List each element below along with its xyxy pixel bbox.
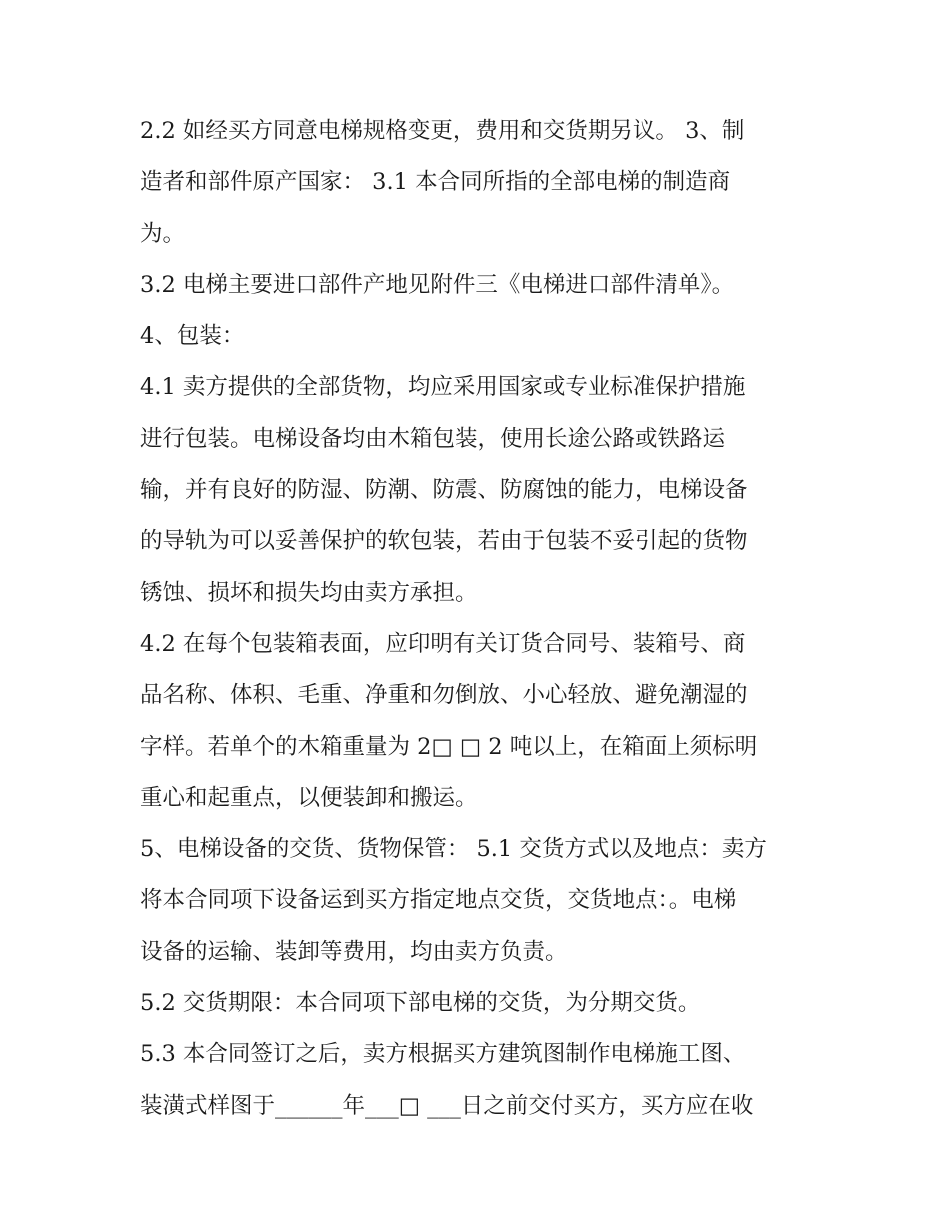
text-line: 设备的运输、装卸等费用，均由卖方负责。 [140,938,568,965]
text-line: 锈蚀、损坏和损失均由卖方承担。 [140,579,478,606]
text-line: 2.2 如经买方同意电梯规格变更，费用和交货期另议。 3、制 [140,118,745,144]
text-line: 字样。若单个的木箱重量为 2□ □ 2 吨以上，在箱面上须标明 [140,733,758,760]
text-line: 为。 [140,220,186,247]
text-line: 的导轨为可以妥善保护的软包装，若由于包装不妥引起的货物 [140,528,748,555]
text-line: 进行包装。电梯设备均由木箱包装，使用长途公路或铁路运 [140,425,726,452]
contract-text [140,106,830,1132]
text-line: 将本合同项下设备运到买方指定地点交货，交货地点：。电梯 [140,887,737,914]
text-line: 造者和部件原产国家： 3.1 本合同所指的全部电梯的制造商 [140,169,731,196]
text-line: 5.3 本合同签订之后，卖方根据买方建筑图制作电梯施工图、 [140,1041,746,1068]
text-line: 重心和起重点，以便装卸和搬运。 [140,784,478,811]
text-line: 3.2 电梯主要进口部件产地见附件三《电梯进口部件清单》。 [140,271,735,298]
text-line: 4、包装： [140,323,245,350]
text-line: 输，并有良好的防湿、防潮、防震、防腐蚀的能力，电梯设备 [140,477,748,504]
text-line: 4.1 卖方提供的全部货物，均应采用国家或专业标准保护措施 [140,374,746,401]
text-line: 5、电梯设备的交货、货物保管： 5.1 交货方式以及地点：卖方 [140,836,767,863]
text-line: 4.2 在每个包装箱表面，应印明有关订货合同号、装箱号、商 [140,630,746,657]
text-line: 装潢式样图于______年___□ ___日之前交付买方，买方应在收 [140,1092,754,1119]
text-line: 5.2 交货期限：本合同项下部电梯的交货，为分期交货。 [140,990,701,1017]
text-line: 品名称、体积、毛重、净重和勿倒放、小心轻放、避免潮湿的 [140,682,748,709]
